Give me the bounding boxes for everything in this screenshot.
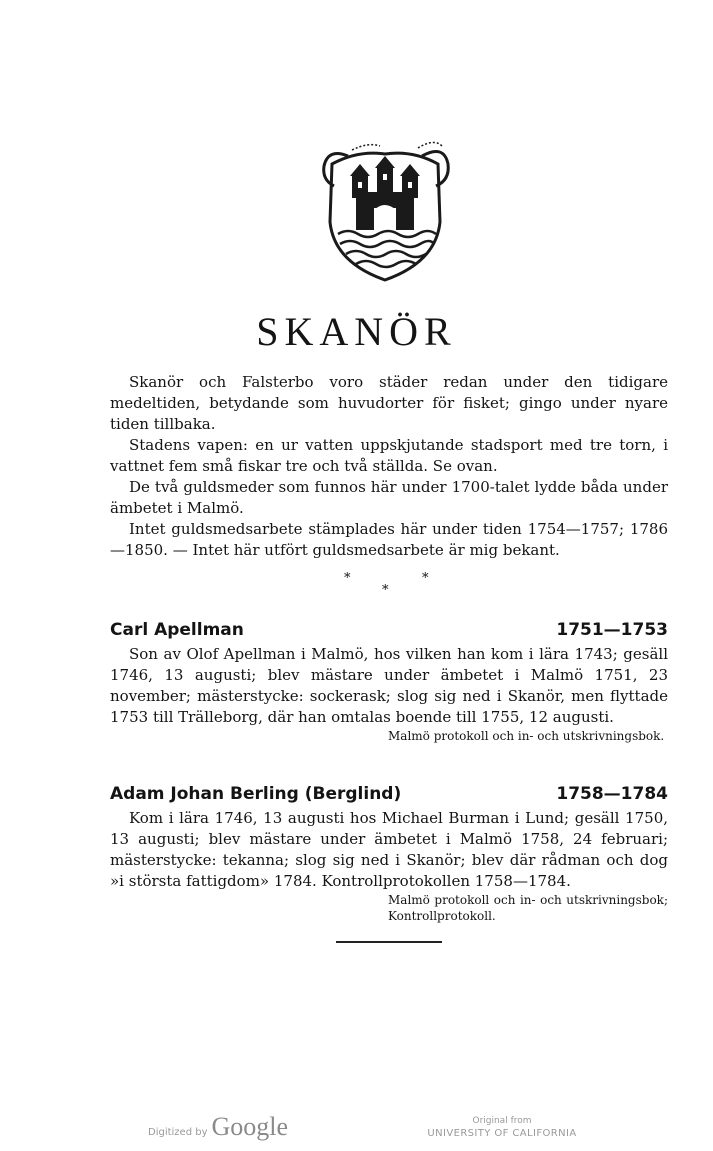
entry-years: 1751—1753	[556, 620, 668, 640]
closing-rule	[336, 941, 442, 943]
entry-name: Carl Apellman	[110, 620, 244, 640]
goldsmith-entry	[110, 784, 668, 924]
entry-heading	[110, 620, 668, 640]
entry-text: Son av Olof Apellman i Malmö, hos vilken han kom i lära 1743; gesäll 1746, 13 augusti; blev mästare under ämbetet i Malmö 1751, 23 november; mästerstycke: sockerask; slog sig ned i Skanör, men flyttade 1753 till Trälleborg, där han omtalas boende till 1755, 12 augusti.	[110, 645, 668, 726]
intro-paragraph: De två guldsmeder som funnos här under 1700-talet lydde båda under ämbetet i Malmö.	[110, 478, 668, 517]
entry-heading	[110, 784, 668, 804]
intro-paragraph: Skanör och Falsterbo voro städer redan under den tidigare medeltiden, betydande som huvudorter för fisket; gingo under nyare tiden tillbaka.	[110, 373, 668, 433]
asterisk-icon: *	[422, 571, 429, 586]
coat-of-arms-icon	[318, 130, 452, 286]
google-logo: Google	[211, 1112, 289, 1141]
entry-source: Malmö protokoll och in- och utskrivningsbok; Kontrollprotokoll.	[388, 893, 668, 923]
intro-paragraph: Intet guldsmedsarbete stämplades här under tiden 1754—1757; 1786—1850. — Intet här utfört guldsmedsarbete är mig bekant.	[110, 520, 668, 559]
section-separator	[330, 572, 440, 602]
entry-text: Kom i lära 1746, 13 augusti hos Michael Burman i Lund; gesäll 1750, 13 augusti; blev mästare under ämbetet i Malmö 1758, 24 februari; mästerstycke: tekanna; slog sig ned i Skanör; blev där rådman och dog »i största fattigdom» 1784. Kontrollprotokollen 1758—1784.	[110, 809, 668, 890]
intro-paragraph: Stadens vapen: en ur vatten uppskjutande stadsport med tre torn, i vattnet fem små fiskar tre och två ställda. Se ovan.	[110, 436, 668, 475]
university-label: UNIVERSITY OF CALIFORNIA	[427, 1128, 577, 1139]
entry-name: Adam Johan Berling (Berglind)	[110, 784, 402, 804]
asterisk-icon: *	[344, 571, 351, 586]
page-title: SKANÖR	[256, 309, 457, 354]
digitized-by-label: Digitized by	[148, 1127, 208, 1138]
digitized-by-watermark	[148, 1112, 288, 1142]
entry-years: 1758—1784	[556, 784, 668, 804]
goldsmith-entry	[110, 620, 668, 744]
entry-source: Malmö protokoll och in- och utskrivningsbok.	[388, 729, 665, 743]
original-from-watermark	[420, 1116, 584, 1140]
asterisk-icon: *	[382, 583, 389, 598]
intro-text	[110, 372, 668, 561]
original-from-label: Original from	[472, 1116, 532, 1126]
